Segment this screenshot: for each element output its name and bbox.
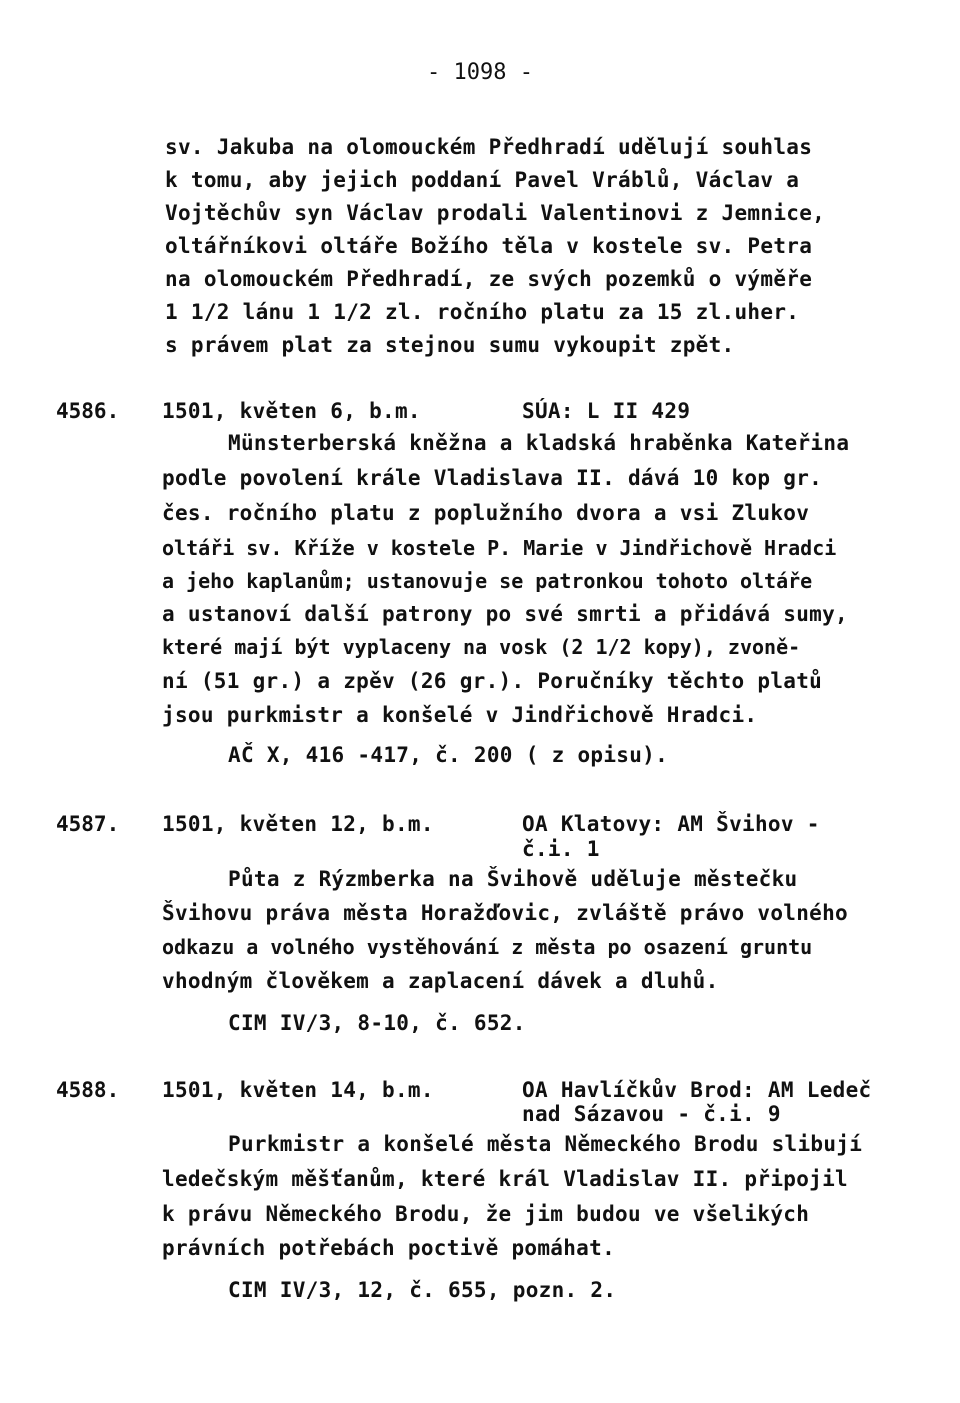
entry-text-line: vhodným člověkem a zaplacení dávek a dluhů. — [162, 969, 719, 993]
intro-line: na olomouckém Předhradí, ze svých pozemků o výměře — [165, 267, 813, 291]
entry-text-line: Švihovu práva města Horažďovic, zvláště právo volného — [162, 901, 848, 925]
intro-line: k tomu, aby jejich poddaní Pavel Vráblů, Václav a — [165, 168, 800, 192]
entry-archive: SÚA: L II 429 — [522, 399, 691, 423]
entry-citation: CIM IV/3, 12, č. 655, pozn. 2. — [228, 1278, 617, 1302]
intro-line: Vojtěchův syn Václav prodali Valentinovi z Jemnice, — [165, 201, 826, 225]
entry-number: 4587. — [56, 812, 120, 836]
entry-archive: nad Sázavou - č.i. 9 — [522, 1102, 781, 1126]
entry-text-line: oltáři sv. Kříže v kostele P. Marie v Jindřichově Hradci — [162, 536, 837, 560]
entry-number: 4588. — [56, 1078, 120, 1102]
entry-text-line: Münsterberská kněžna a kladská hraběnka Kateřina — [228, 431, 850, 455]
intro-line: oltářníkovi oltáře Božího těla v kostele sv. Petra — [165, 234, 813, 258]
entry-archive: OA Havlíčkův Brod: AM Ledeč — [522, 1078, 872, 1102]
entry-text-line: Půta z Rýzmberka na Švihově uděluje městečku — [228, 867, 798, 891]
entry-text-line: jsou purkmistr a konšelé v Jindřichově Hradci. — [162, 703, 758, 727]
entry-date: 1501, květen 14, b.m. — [162, 1078, 434, 1102]
intro-line: 1 1/2 lánu 1 1/2 zl. ročního platu za 15 zl.uher. — [165, 300, 800, 324]
entry-citation: CIM IV/3, 8-10, č. 652. — [228, 1011, 526, 1035]
entry-archive: OA Klatovy: AM Švihov - — [522, 812, 820, 836]
entry-text-line: odkazu a volného vystěhování z města po osazení gruntu — [162, 935, 813, 959]
entry-text-line: čes. ročního platu z poplužního dvora a vsi Zlukov — [162, 501, 810, 525]
entry-text-line: ní (51 gr.) a zpěv (26 gr.). Poručníky těchto platů — [162, 669, 823, 693]
entry-citation: AČ X, 416 -417, č. 200 ( z opisu). — [228, 743, 669, 767]
entry-text-line: Purkmistr a konšelé města Německého Brodu slibují — [228, 1132, 863, 1156]
intro-line: s právem plat za stejnou sumu vykoupit zpět. — [165, 333, 735, 357]
entry-date: 1501, květen 12, b.m. — [162, 812, 434, 836]
entry-text-line: podle povolení krále Vladislava II. dává 10 kop gr. — [162, 466, 823, 490]
entry-number: 4586. — [56, 399, 120, 423]
entry-text-line: právních potřebách poctivě pomáhat. — [162, 1236, 616, 1260]
entry-text-line: které mají být vyplaceny na vosk (2 1/2 kopy), zvoně- — [162, 635, 801, 659]
page-number: - 1098 - — [427, 60, 533, 85]
entry-text-line: a jeho kaplanům; ustanovuje se patronkou tohoto oltáře — [162, 569, 813, 593]
intro-line: sv. Jakuba na olomouckém Předhradí udělují souhlas — [165, 135, 813, 159]
entry-text-line: k právu Německého Brodu, že jim budou ve všelikých — [162, 1202, 810, 1226]
entry-text-line: a ustanoví další patrony po své smrti a přidává sumy, — [162, 602, 848, 626]
entry-archive: č.i. 1 — [522, 837, 600, 861]
entry-text-line: ledečským měšťanům, které král Vladislav II. připojil — [162, 1167, 848, 1191]
entry-date: 1501, květen 6, b.m. — [162, 399, 421, 423]
